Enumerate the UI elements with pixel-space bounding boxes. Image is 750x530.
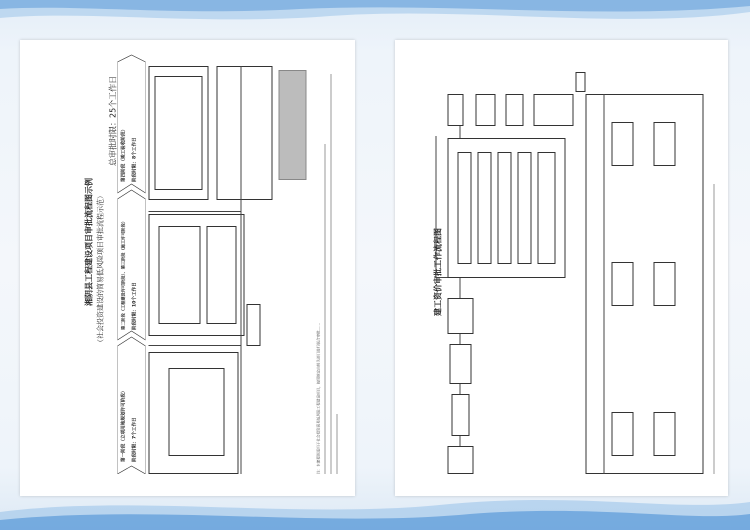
department-box xyxy=(653,412,675,456)
stage-2-time: 阶段时限：10个工作日 xyxy=(132,282,137,330)
end-box xyxy=(575,72,585,92)
approval-item-box xyxy=(457,152,471,264)
flow-connector xyxy=(459,436,460,446)
timeline-line xyxy=(240,66,241,474)
flow-connector xyxy=(435,278,447,279)
flow-step-box xyxy=(449,344,471,384)
page-subtitle: （社会投资建设的简易低风险项目审批流程示范） xyxy=(96,192,104,346)
result-box xyxy=(505,94,523,126)
stage-1-approval-box xyxy=(168,368,224,456)
stage-2-permit-box xyxy=(158,226,200,324)
department-box xyxy=(611,262,633,306)
divider-line xyxy=(148,346,240,347)
page-title: 建工资价审批工作流程图 xyxy=(433,228,442,316)
stage-3-inspection-box xyxy=(154,76,202,190)
result-box xyxy=(533,94,573,126)
approval-item-box xyxy=(477,152,491,264)
flow-connector xyxy=(459,334,460,344)
stage-2-construction-box xyxy=(206,226,236,324)
result-box xyxy=(447,94,463,126)
flow-connector xyxy=(435,136,436,278)
stage-3-acceptance-frame xyxy=(216,66,272,200)
top-wave-decoration xyxy=(0,0,750,38)
result-box xyxy=(475,94,495,126)
right-page-content xyxy=(395,40,728,496)
department-box xyxy=(653,122,675,166)
approval-item-box xyxy=(537,152,555,264)
flow-start-box xyxy=(447,446,473,474)
flow-connector xyxy=(459,384,460,394)
page-title: 湘阴县工程建设项目审批流程图示例 xyxy=(84,178,93,306)
footnote: 注：本流程图适用于社会投资简易低风险工程建设项目，按照规定由相关部门进行联合审批…… xyxy=(316,323,320,474)
stage-2-joint-box xyxy=(246,304,260,346)
approval-item-box xyxy=(517,152,531,264)
stage-1-time: 阶段时限：7个工作日 xyxy=(132,417,137,462)
total-time-label: 总审批时限：25个工作日 xyxy=(108,75,117,166)
stage-3-title: 第四阶段（竣工验收阶段） xyxy=(121,126,126,182)
flow-connector xyxy=(459,278,460,298)
right-document-page xyxy=(395,40,728,496)
divider-line xyxy=(148,212,240,213)
department-box xyxy=(653,262,675,306)
flow-step-box xyxy=(447,298,473,334)
approval-item-box xyxy=(497,152,511,264)
stage-2-title: 第二阶段（工程建设许可阶段）、第三阶段（施工许可阶段） xyxy=(120,219,125,330)
flow-connector xyxy=(459,126,460,138)
left-page-content xyxy=(20,40,355,496)
bottom-wave-decoration xyxy=(0,490,750,530)
department-box xyxy=(611,412,633,456)
flow-step-box xyxy=(451,394,469,436)
department-divider xyxy=(603,94,604,474)
stage-3-time: 阶段时限：8个工作日 xyxy=(132,137,137,182)
stage-3-grey-box xyxy=(278,70,306,180)
department-box xyxy=(611,122,633,166)
left-document-page xyxy=(20,40,355,496)
stage-1-title: 第一阶段（立项用地规划许可阶段） xyxy=(121,388,126,462)
